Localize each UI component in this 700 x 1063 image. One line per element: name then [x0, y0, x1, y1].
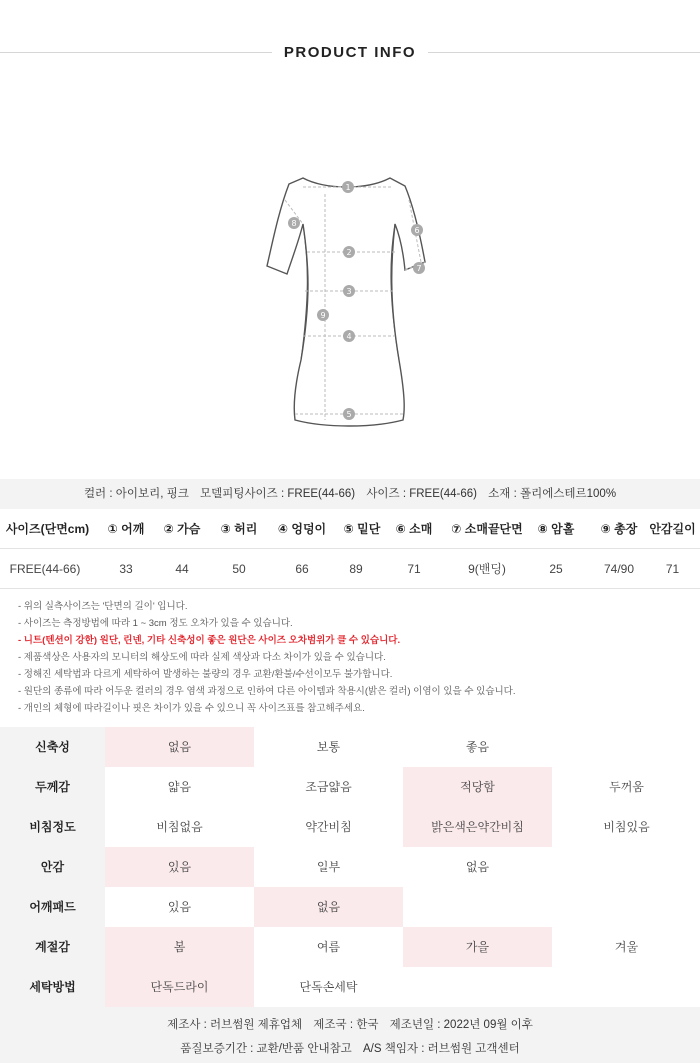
- size-header-cell: ⑧ 암홀: [537, 522, 575, 536]
- size-table: [0, 509, 700, 589]
- attribute-label: 비침정도: [0, 807, 105, 847]
- svg-text:8: 8: [291, 219, 297, 228]
- svg-text:5: 5: [346, 410, 352, 419]
- note-line: - 정해진 세탁법과 다르게 세탁하여 발생하는 불량의 경우 교환/환불/수선이모두 불가합니다.: [18, 669, 393, 680]
- size-cell: FREE(44-66): [9, 562, 81, 576]
- note-line: - 사이즈는 측정방법에 따라 1 ~ 3cm 정도 오차가 있을 수 있습니다.: [18, 618, 293, 629]
- attribute-label: 두께감: [0, 767, 105, 807]
- size-cell: 74/90: [603, 562, 635, 576]
- svg-text:7: 7: [416, 264, 422, 273]
- size-header-cell: ③ 허리: [220, 522, 258, 536]
- spec-size: 사이즈 : FREE(44-66): [366, 488, 477, 500]
- section-title: PRODUCT INFO: [283, 44, 417, 61]
- attribute-option: 좋음: [465, 740, 490, 754]
- svg-text:3: 3: [346, 287, 352, 296]
- marker-6: [411, 224, 423, 236]
- size-cell: 71: [665, 562, 680, 576]
- size-header-cell: ⑦ 소매끝단면: [451, 522, 523, 536]
- spec-model-size: 모델피팅사이즈 : FREE(44-66): [200, 488, 356, 500]
- attribute-option: [552, 727, 700, 767]
- table-row: [0, 549, 700, 589]
- size-header-cell: ④ 엉덩이: [277, 522, 327, 536]
- dress-outline-illustration: [255, 170, 435, 432]
- attribute-label: 신축성: [0, 727, 105, 767]
- svg-text:2: 2: [346, 248, 352, 257]
- section-header: [0, 40, 700, 66]
- note-line: - 원단의 종류에 따라 어두운 컬러의 경우 염색 과정으로 인하여 다른 아이템과 착용시(밝은 컬러) 이염이 있을 수 있습니다.: [18, 686, 516, 697]
- dress-measurement-diagram: [255, 170, 435, 432]
- size-cell: 9(밴딩): [468, 562, 506, 576]
- attribute-option: [552, 967, 700, 1007]
- attribute-row-shoulder-pad: [0, 887, 700, 927]
- attribute-row-sheerness: [0, 807, 700, 847]
- attribute-label: 안감: [0, 847, 105, 887]
- marker-2: [343, 246, 355, 258]
- attribute-option: 없음: [254, 887, 403, 927]
- attribute-row-season: [0, 927, 700, 967]
- size-cell: 89: [349, 562, 363, 576]
- header-divider-right: [428, 52, 700, 53]
- svg-text:6: 6: [414, 226, 420, 235]
- attribute-option: 봄: [105, 927, 254, 967]
- footer-country: 제조국 : 한국: [313, 1019, 379, 1031]
- footer-line: [0, 1040, 700, 1056]
- marker-3: [343, 285, 355, 297]
- attribute-option: 단독손세탁: [299, 980, 358, 994]
- size-cell: 25: [549, 562, 563, 576]
- attribute-option: 겨울: [614, 940, 639, 954]
- footer-manufacturer: 제조사 : 러브썸원 제휴업체: [167, 1019, 303, 1031]
- spec-material: 소재 : 폴리에스테르100%: [488, 488, 617, 500]
- attribute-label: 어깨패드: [0, 887, 105, 927]
- spec-color: 컬러 : 아이보리, 핑크: [83, 488, 189, 500]
- attribute-option: 보통: [316, 740, 341, 754]
- marker-4: [343, 330, 355, 342]
- size-header-cell: ⑥ 소매: [395, 522, 433, 536]
- size-header-cell: 사이즈(단면cm): [5, 522, 90, 536]
- size-table-header: [0, 509, 700, 549]
- marker-1: [342, 181, 354, 193]
- note-line: - 위의 실측사이즈는 '단면의 길이' 입니다.: [18, 601, 188, 612]
- size-header-cell: ⑨ 총장: [600, 522, 638, 536]
- product-footer-info: [0, 1007, 700, 1063]
- attribute-option: 밝은색은약간비침: [403, 807, 552, 847]
- footer-warranty: 품질보증기간 : 교환/반품 안내참고: [180, 1043, 352, 1055]
- size-cell: 33: [119, 562, 133, 576]
- footer-as: A/S 책임자 : 러브썸원 고객센터: [362, 1043, 520, 1055]
- attribute-option: 비침없음: [156, 820, 203, 834]
- size-cell: 50: [232, 562, 246, 576]
- size-cell: 44: [175, 562, 189, 576]
- size-header-cell: ① 어깨: [107, 522, 145, 536]
- marker-9: [317, 309, 329, 321]
- attribute-option: 여름: [316, 940, 341, 954]
- attribute-option: 두꺼움: [609, 780, 644, 794]
- attribute-label: 세탁방법: [0, 967, 105, 1007]
- attribute-row-thickness: [0, 767, 700, 807]
- attribute-option: 얇음: [167, 780, 192, 794]
- footer-date: 제조년일 : 2022년 09월 이후: [389, 1019, 533, 1031]
- attribute-row-stretch: [0, 727, 700, 767]
- attribute-option: 없음: [465, 860, 490, 874]
- attribute-option: 가을: [403, 927, 552, 967]
- size-cell: 71: [407, 562, 421, 576]
- attribute-option: 일부: [316, 860, 341, 874]
- product-attribute-table: [0, 727, 700, 1007]
- attribute-option: 적당함: [403, 767, 552, 807]
- attribute-option: 없음: [105, 727, 254, 767]
- attribute-option: [552, 887, 700, 927]
- size-header-cell: 안감길이: [649, 522, 696, 536]
- svg-text:9: 9: [320, 311, 326, 320]
- attribute-option: 조금얇음: [305, 780, 352, 794]
- note-line: - 제품색상은 사용자의 모니터의 해상도에 따라 실제 색상과 다소 차이가 있을 수 있습니다.: [18, 652, 386, 663]
- attribute-option: 비침있음: [603, 820, 650, 834]
- size-notes: [18, 598, 688, 717]
- marker-8: [288, 217, 300, 229]
- footer-line: [0, 1016, 700, 1032]
- attribute-option: [403, 967, 552, 1007]
- attribute-option: 단독드라이: [105, 967, 254, 1007]
- attribute-option: 약간비침: [305, 820, 352, 834]
- marker-7: [413, 262, 425, 274]
- attribute-option: [403, 887, 552, 927]
- note-line: - 개인의 체형에 따라길이나 핏은 차이가 있을 수 있으니 꼭 사이즈표를 참고해주세요.: [18, 703, 365, 714]
- attribute-row-lining: [0, 847, 700, 887]
- svg-text:1: 1: [345, 183, 351, 192]
- attribute-option: [552, 847, 700, 887]
- attribute-option: 있음: [105, 847, 254, 887]
- attribute-label: 계절감: [0, 927, 105, 967]
- size-cell: 66: [295, 562, 309, 576]
- product-spec-bar: [0, 479, 700, 509]
- svg-text:4: 4: [346, 332, 352, 341]
- attribute-row-washing: [0, 967, 700, 1007]
- size-header-cell: ⑤ 밑단: [343, 522, 381, 536]
- note-line-warning: - 니트(텐션이 강한) 원단, 린넨, 기타 신축성이 좋은 원단은 사이즈 오차범위가 클 수 있습니다.: [18, 635, 401, 646]
- marker-5: [343, 408, 355, 420]
- size-header-cell: ② 가슴: [163, 522, 201, 536]
- attribute-option: 있음: [167, 900, 192, 914]
